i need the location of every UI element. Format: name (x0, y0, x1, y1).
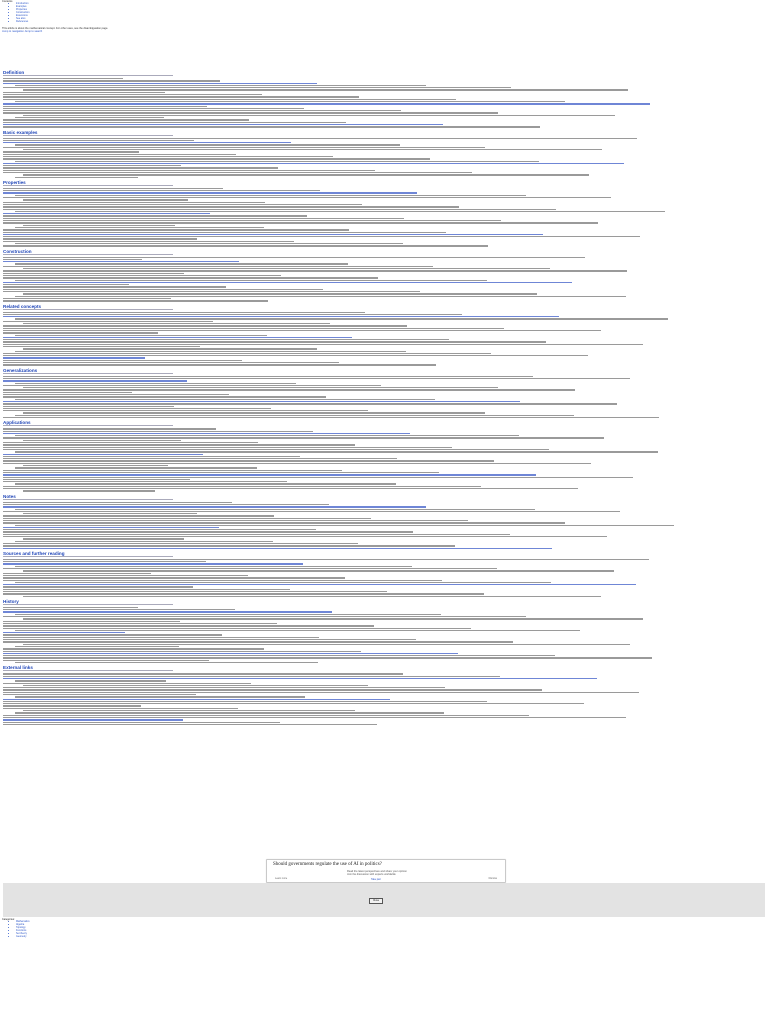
toc-item[interactable]: • References (16, 21, 762, 24)
text-line (3, 723, 765, 725)
text-line-placeholder (3, 126, 540, 127)
section-heading: Applications (3, 420, 173, 426)
hatnote: This article is about the mathematical concept. For other uses, see the disambiguation page. (2, 26, 109, 30)
category-item[interactable]: • Mathematics (16, 921, 762, 924)
toc-list (2, 3, 762, 23)
text-line-placeholder (3, 724, 377, 725)
section-heading: External links (3, 665, 173, 671)
jump-links[interactable]: Jump to navigation Jump to search (2, 30, 43, 34)
category-item[interactable]: • Geometry (16, 936, 762, 939)
text-line-placeholder (3, 300, 268, 301)
categories-list (2, 921, 762, 938)
section-heading: History (3, 599, 173, 605)
text-line (3, 489, 765, 491)
category-item[interactable]: • Set theory (16, 933, 762, 936)
text-line (3, 595, 765, 597)
section-heading: Sources and further reading (3, 551, 173, 557)
section-heading: Construction (3, 249, 173, 255)
footer-categories (2, 918, 762, 938)
top-header (2, 0, 762, 34)
text-line (3, 125, 765, 127)
category-item[interactable]: • Functions (16, 930, 762, 933)
survey-banner (266, 859, 506, 883)
text-line (3, 244, 765, 246)
dismiss-link[interactable]: Dismiss (488, 877, 497, 880)
text-line (3, 547, 765, 549)
bottom-overlay-bar (3, 883, 765, 917)
text-line-placeholder (3, 548, 552, 549)
text-line-placeholder (15, 177, 138, 178)
text-line (3, 661, 765, 663)
categories-heading: Categories: (2, 918, 15, 921)
toc-item[interactable]: • Extensions (16, 15, 762, 18)
banner-subtitle-2: Join the discussion with experts worldwide (347, 873, 396, 876)
text-line (3, 176, 765, 178)
toc-item[interactable]: • Properties (16, 9, 762, 12)
article-body (3, 68, 765, 725)
text-line-placeholder (23, 596, 601, 597)
toc-item[interactable]: • Introduction (16, 3, 762, 6)
section-heading: Definition (3, 70, 173, 76)
category-item[interactable]: • Algebra (16, 924, 762, 927)
text-line (3, 363, 765, 365)
text-line-placeholder (3, 245, 488, 246)
text-line-placeholder (15, 662, 318, 663)
text-line-placeholder (3, 364, 436, 365)
toc-item[interactable]: • See also (16, 18, 762, 21)
section-heading: Basic examples (3, 130, 173, 136)
toc-item[interactable]: • Examples (16, 6, 762, 9)
close-button[interactable]: Close (369, 898, 383, 904)
section-heading: Notes (3, 494, 173, 500)
section-heading: Properties (3, 180, 173, 186)
text-line (3, 299, 765, 301)
text-line (3, 416, 765, 418)
take-part-button[interactable]: Take part (371, 878, 381, 881)
section-heading: Generalizations (3, 368, 173, 374)
contents-label: Contents (2, 0, 13, 3)
text-line-placeholder (3, 417, 659, 418)
banner-title: Should governments regulate the use of AI in politics? (273, 862, 382, 867)
text-line-placeholder (23, 490, 155, 491)
section-heading: Related concepts (3, 304, 173, 310)
category-item[interactable]: • Topology (16, 927, 762, 930)
toc-item[interactable]: • Construction (16, 12, 762, 15)
banner-subtitle: Read the latest perspectives and share your opinion (347, 870, 407, 873)
learn-more-link[interactable]: Learn more (275, 877, 288, 880)
